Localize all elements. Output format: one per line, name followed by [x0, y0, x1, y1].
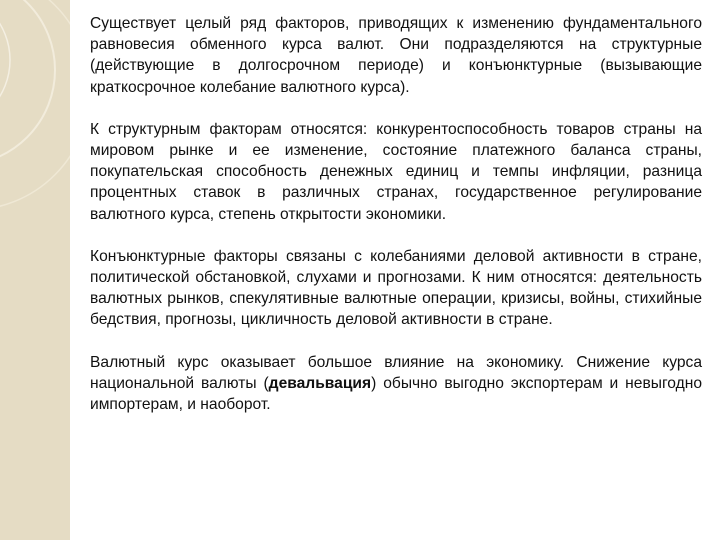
decorative-arcs — [0, 0, 70, 540]
paragraph-3: Конъюнктурные факторы связаны с колебаниями деловой активности в стране, политической обстановкой, слухами и прогнозами. К ним относятся: деятельность валютных рынков, спекулятивные валютные операции, кризисы, войны, стихийные бедствия, прогнозы, цикличность деловой активности в стране. — [90, 247, 702, 329]
paragraph-4-start: Валютный курс оказывает большое влияние на экономику. Снижение курса национальной валюты ( — [90, 353, 702, 392]
paragraph-2: К структурным факторам относятся: конкурентоспособность товаров страны на мировом рынке и ее изменение, состояние платежного баланса страны, покупательская способность денежных единиц и темпы инфляции, разница процентных ставок в различных странах, государственное регулирование валютного курса, степень открытости экономики. — [90, 120, 702, 223]
paragraph-4 — [90, 352, 702, 416]
devaluation-term: девальвация — [268, 374, 372, 392]
slide-text — [90, 13, 702, 436]
paragraph-1: Существует целый ряд факторов, приводящих к изменению фундаментального равновесия обменного курса валют. Они подразделяются на структурные (действующие в долгосрочном периоде) и конъюнктурные (вызывающие краткосрочное колебание валютного курса). — [90, 15, 702, 96]
paragraph-4-end: ) обычно выгодно экспортерам и невыгодно импортерам, и наоборот. — [90, 374, 702, 414]
decorative-sidebar — [0, 0, 70, 540]
